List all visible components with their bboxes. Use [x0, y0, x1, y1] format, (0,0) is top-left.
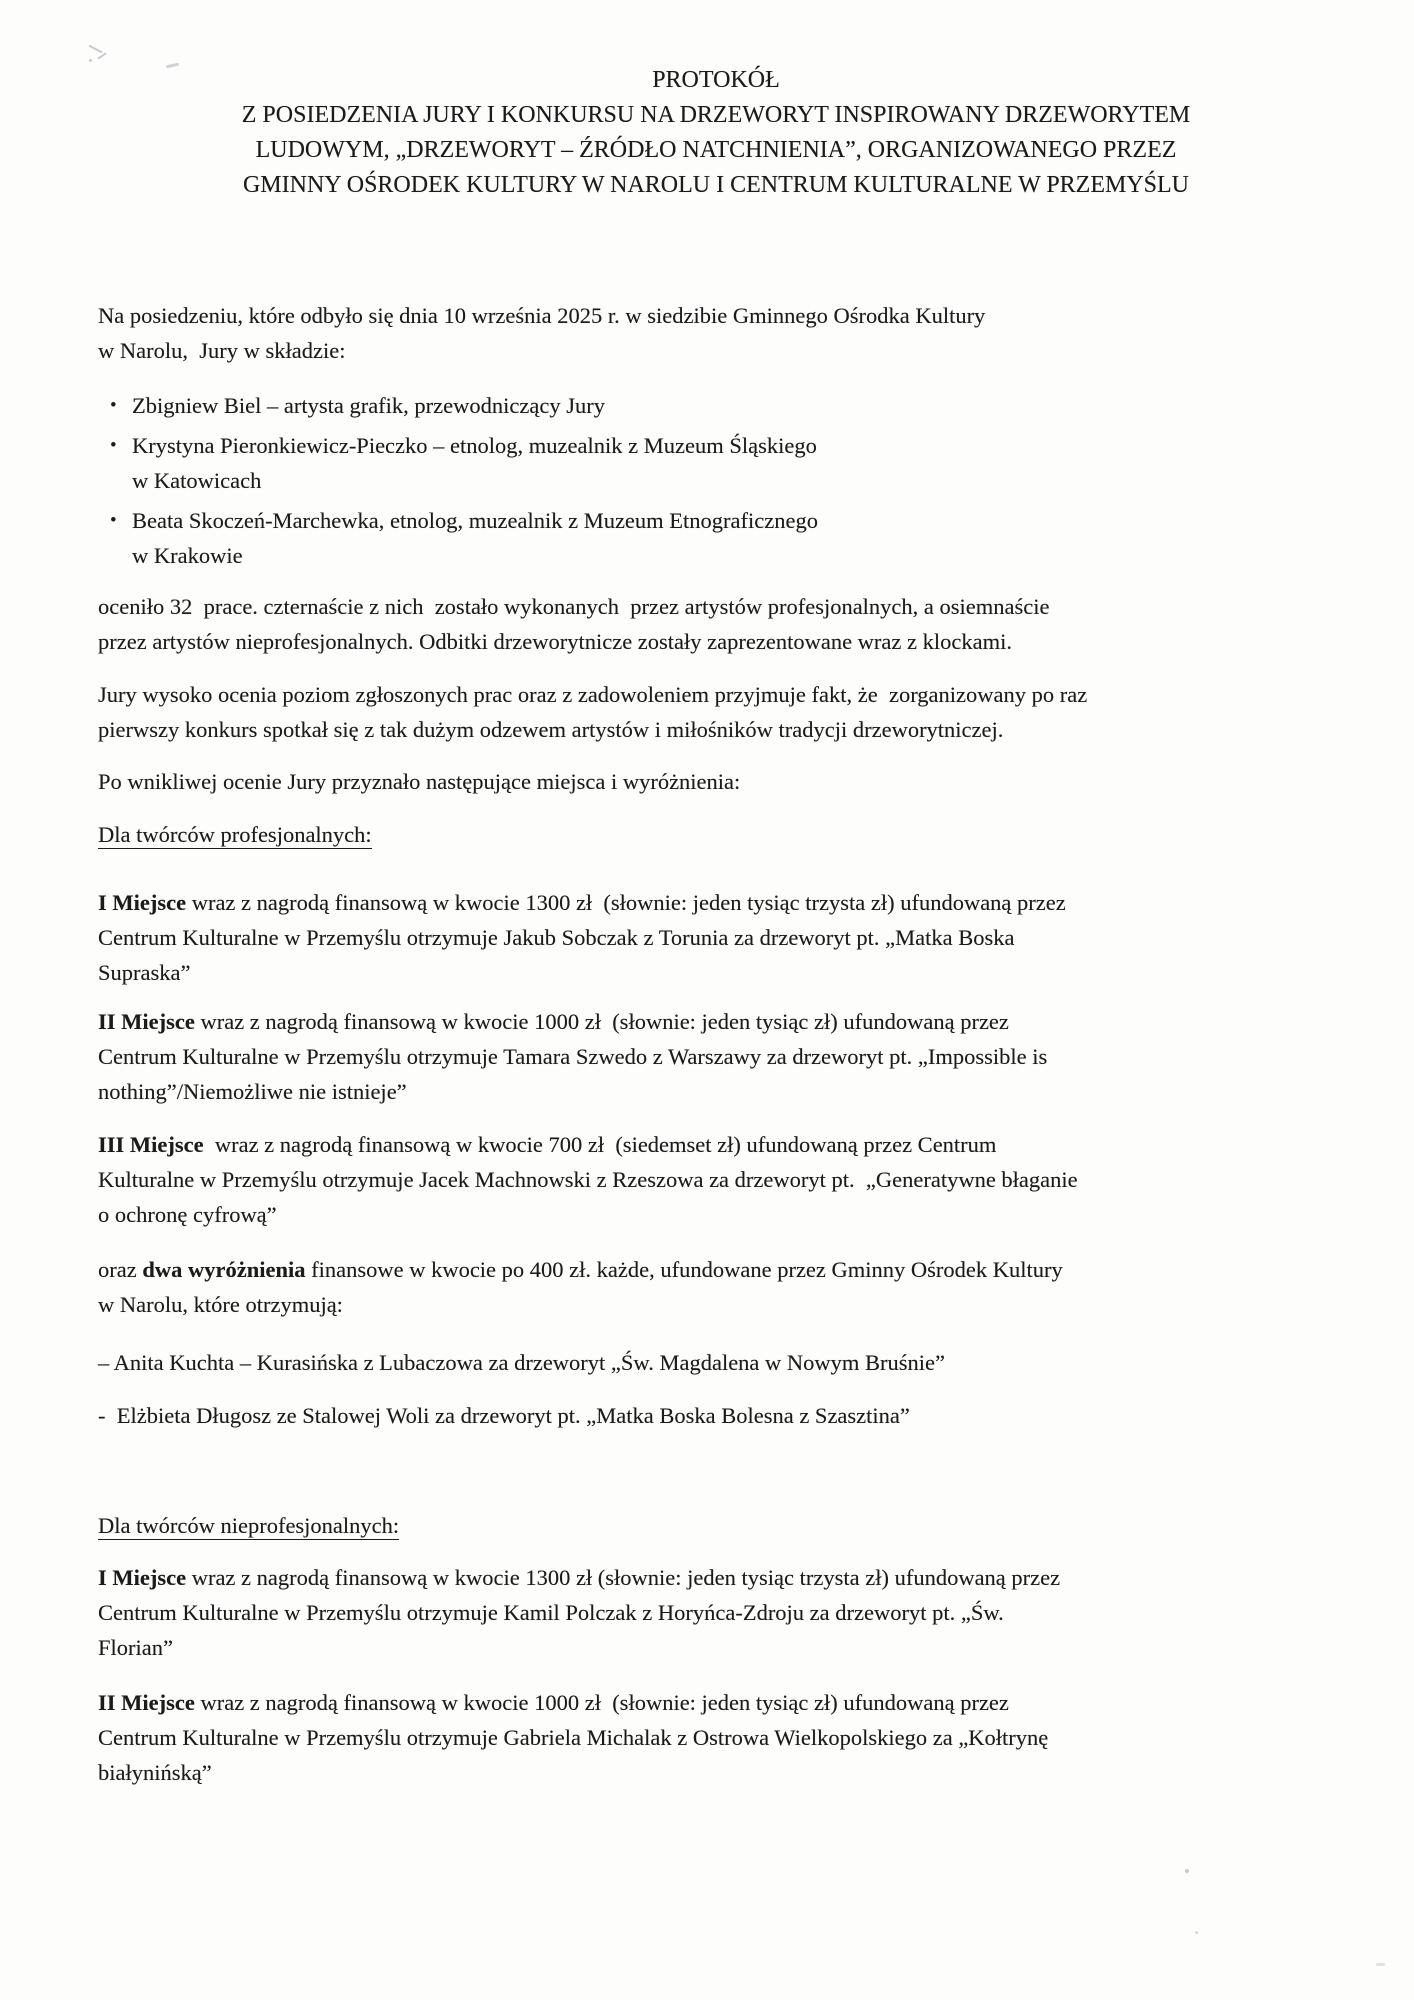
text-segment: Centrum Kulturalne w Przemyślu otrzymuje Tamara Szwedo z Warszawy za drzeworyt pt. „Impossible is	[98, 1044, 1048, 1069]
text-segment: Krystyna Pieronkiewicz-Pieczko – etnolog, muzealnik z Muzeum Śląskiego	[132, 433, 817, 458]
text-segment: pierwszy konkurs spotkał się z tak dużym odzewem artystów i miłośników tradycji drzeworytniczej.	[98, 717, 1004, 742]
text-segment: – Anita Kuchta – Kurasińska z Lubaczowa za drzeworyt „Św. Magdalena w Nowym Bruśnie”	[98, 1350, 946, 1375]
text-segment: finansowe w kwocie po 400 zł. każde, ufundowane przez Gminny Ośrodek Kultury	[305, 1257, 1063, 1282]
text-segment: w Krakowie	[132, 543, 243, 568]
appreciation-paragraph	[98, 677, 1334, 747]
scan-artifact-squiggle	[88, 45, 102, 54]
text-segment: w Katowicach	[132, 468, 262, 493]
text-line	[98, 1398, 1334, 1433]
text-segment: LUDOWYM, „DRZEWORYT – ŹRÓDŁO NATCHNIENIA”, ORGANIZOWANEGO PRZEZ	[255, 137, 1177, 163]
evaluation-paragraph	[98, 589, 1334, 659]
text-segment: w Narolu, Jury w składzie:	[98, 338, 346, 363]
nonprofessional-heading	[98, 1508, 1334, 1543]
text-segment: wraz z nagrodą finansową w kwocie 1000 zł (słownie: jeden tysiąc zł) ufundowaną przez	[194, 1690, 1009, 1715]
prof-third-place	[98, 1127, 1334, 1232]
decision-paragraph	[98, 764, 1334, 799]
text-line	[98, 1685, 1334, 1720]
text-segment: oraz	[98, 1257, 143, 1282]
text-segment: nothing”/Niemożliwe nie istnieje”	[98, 1079, 407, 1104]
text-line	[98, 677, 1334, 712]
jury-member-text	[132, 428, 817, 498]
jury-member-text	[132, 388, 605, 423]
text-line	[98, 712, 1334, 747]
document-body	[98, 63, 1334, 1790]
text-line	[98, 624, 1334, 659]
text-segment: Z POSIEDZENIA JURY I KONKURSU NA DRZEWORYT INSPIROWANY DRZEWORYTEM	[241, 102, 1191, 128]
text-segment: Kulturalne w Przemyślu otrzymuje Jacek Machnowski z Rzeszowa za drzeworyt pt. „Generatywne błaganie	[98, 1167, 1078, 1192]
title-line	[98, 63, 1334, 98]
bold-text-segment: III Miejsce	[98, 1132, 204, 1157]
text-line	[98, 1345, 1334, 1380]
intro-paragraph	[98, 298, 1334, 368]
text-line	[132, 428, 817, 463]
text-line	[98, 1197, 1334, 1232]
text-segment: GMINNY OŚRODEK KULTURY W NAROLU I CENTRUM KULTURALNE W PRZEMYŚLU	[242, 172, 1190, 198]
text-segment: Na posiedzeniu, które odbyło się dnia 10 września 2025 r. w siedzibie Gminnego Ośrodka Kultury	[98, 303, 986, 328]
text-segment: wraz z nagrodą finansową w kwocie 1000 zł (słownie: jeden tysiąc zł) ufundowaną przez	[194, 1009, 1009, 1034]
text-line	[98, 1630, 1334, 1665]
text-segment: wraz z nagrodą finansową w kwocie 1300 zł (słownie: jeden tysiąc trzysta zł) ufundowaną przez	[186, 1565, 1061, 1590]
scan-artifact-speck	[1195, 1931, 1198, 1934]
text-segment: Supraska”	[98, 960, 191, 985]
text-segment: - Elżbieta Długosz ze Stalowej Woli za drzeworyt pt. „Matka Boska Bolesna z Szasztina”	[98, 1403, 910, 1428]
bullet-icon: •	[110, 510, 117, 531]
bullet-icon: •	[110, 435, 117, 456]
text-line	[98, 920, 1334, 955]
professional-heading	[98, 817, 1334, 852]
text-line	[98, 1720, 1334, 1755]
bold-text-segment: II Miejsce	[98, 1690, 195, 1715]
bold-text-segment: II Miejsce	[98, 1009, 195, 1034]
text-line	[98, 1560, 1334, 1595]
text-line	[98, 1755, 1334, 1790]
text-segment: wraz z nagrodą finansową w kwocie 1300 zł (słownie: jeden tysiąc trzysta zł) ufundowaną przez	[186, 890, 1066, 915]
jury-member-item	[98, 388, 1334, 423]
prof-second-place	[98, 1004, 1334, 1109]
mention-anita	[98, 1345, 1334, 1380]
text-segment: PROTOKÓŁ	[652, 67, 780, 93]
text-segment: Florian”	[98, 1635, 173, 1660]
text-line	[98, 589, 1334, 624]
honorable-mentions-paragraph	[98, 1252, 1334, 1322]
text-line	[98, 1595, 1334, 1630]
scan-artifact-speck	[1185, 1869, 1189, 1873]
mention-elzbieta	[98, 1398, 1334, 1433]
text-segment: Jury wysoko ocenia poziom zgłoszonych prac oraz z zadowoleniem przyjmuje fakt, że zorganizowany po raz	[98, 682, 1088, 707]
text-line	[98, 333, 1334, 368]
title	[98, 63, 1334, 203]
text-segment: Centrum Kulturalne w Przemyślu otrzymuje Jakub Sobczak z Torunia za drzeworyt pt. „Matka Boska	[98, 925, 1015, 950]
title-line	[98, 98, 1334, 133]
scan-artifact-dash	[1376, 1963, 1385, 1966]
section-heading-text: Dla twórców profesjonalnych:	[98, 822, 372, 847]
text-segment: Zbigniew Biel – artysta grafik, przewodniczący Jury	[132, 393, 605, 418]
jury-member-text	[132, 503, 818, 573]
bullet-icon: •	[110, 395, 117, 416]
scan-artifact-speck	[89, 59, 92, 62]
text-line	[98, 1127, 1334, 1162]
text-line	[98, 298, 1334, 333]
text-line	[98, 1252, 1334, 1287]
text-segment: wraz z nagrodą finansową w kwocie 700 zł (siedemset zł) ufundowaną przez Centrum	[203, 1132, 997, 1157]
text-segment: białynińską”	[98, 1760, 212, 1785]
text-line	[132, 463, 817, 498]
scan-artifact-squiggle	[97, 52, 106, 59]
text-line	[98, 1287, 1334, 1322]
text-line	[98, 1074, 1334, 1109]
text-segment: przez artystów nieprofesjonalnych. Odbitki drzeworytnicze zostały zaprezentowane wraz z klockami.	[98, 629, 1012, 654]
text-segment: Centrum Kulturalne w Przemyślu otrzymuje Kamil Polczak z Horyńca-Zdroju za drzeworyt pt. „Św.	[98, 1600, 1004, 1625]
text-line	[98, 1039, 1334, 1074]
text-line	[98, 1004, 1334, 1039]
text-line	[98, 1162, 1334, 1197]
text-segment: oceniło 32 prace. czternaście z nich zostało wykonanych przez artystów profesjonalnych, a osiemnaście	[98, 594, 1050, 619]
text-line	[98, 955, 1334, 990]
bold-text-segment: I Miejsce	[98, 1565, 187, 1590]
bold-text-segment: dwa wyróżnienia	[142, 1257, 306, 1282]
nonprof-second-place	[98, 1685, 1334, 1790]
title-line	[98, 168, 1334, 203]
text-line	[98, 885, 1334, 920]
text-line	[132, 538, 818, 573]
text-segment: Po wnikliwej ocenie Jury przyznało następujące miejsca i wyróżnienia:	[98, 769, 741, 794]
text-segment: Beata Skoczeń-Marchewka, etnolog, muzealnik z Muzeum Etnograficznego	[132, 508, 818, 533]
jury-member-item	[98, 428, 1334, 498]
jury-list	[98, 388, 1334, 573]
text-line	[132, 503, 818, 538]
bold-text-segment: I Miejsce	[98, 890, 187, 915]
text-segment: o ochronę cyfrową”	[98, 1202, 277, 1227]
section-heading-text: Dla twórców nieprofesjonalnych:	[98, 1513, 400, 1538]
jury-member-item	[98, 503, 1334, 573]
text-line	[98, 764, 1334, 799]
title-line	[98, 133, 1334, 168]
nonprof-first-place	[98, 1560, 1334, 1665]
text-segment: Centrum Kulturalne w Przemyślu otrzymuje Gabriela Michalak z Ostrowa Wielkopolskiego za „Kołtrynę	[98, 1725, 1049, 1750]
prof-first-place	[98, 885, 1334, 990]
text-line	[132, 388, 605, 423]
text-segment: w Narolu, które otrzymują:	[98, 1292, 343, 1317]
